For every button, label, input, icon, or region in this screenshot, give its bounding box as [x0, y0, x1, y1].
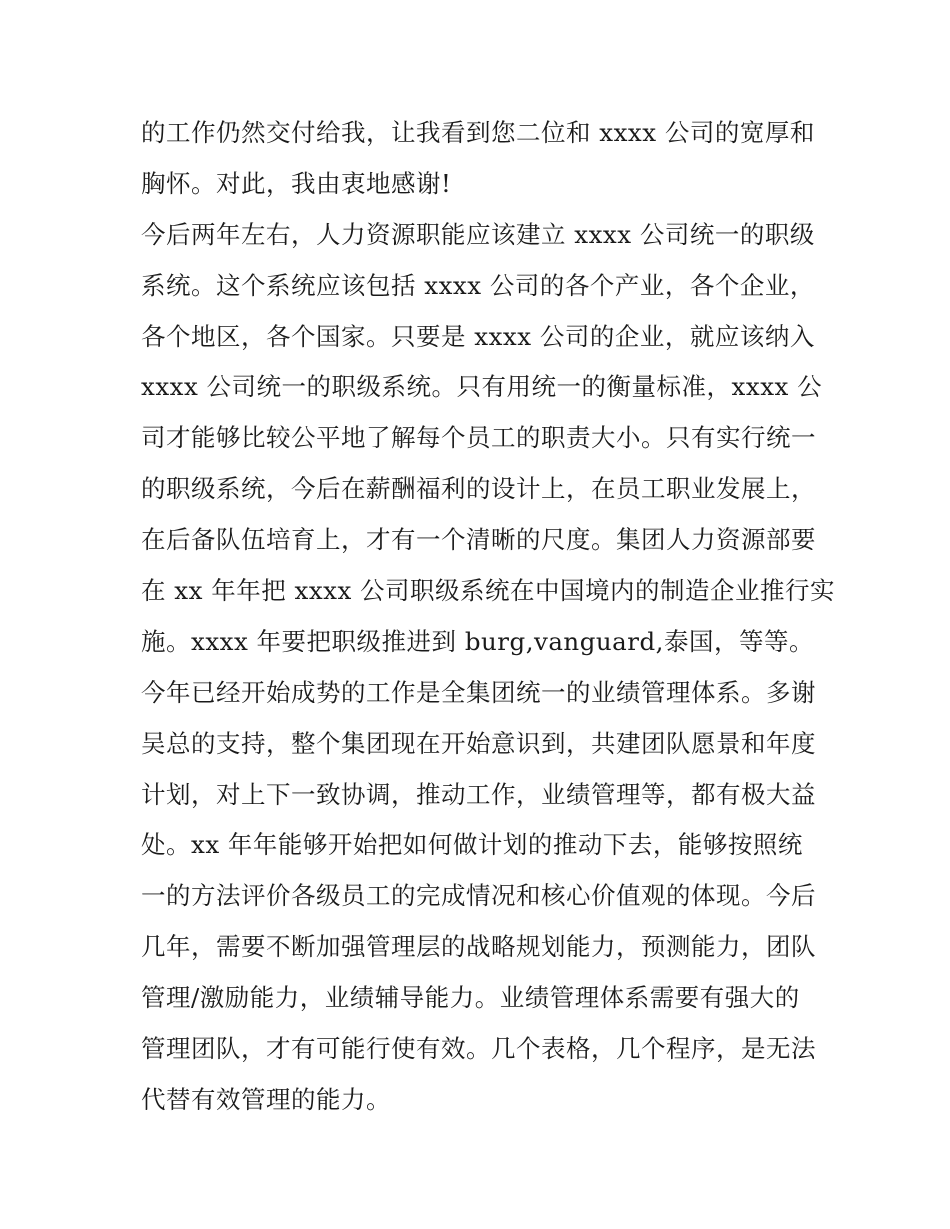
- text-line: 各个地区，各个国家。只要是 xxxx 公司的企业，就应该纳入: [141, 321, 815, 351]
- text-line: 一的方法评价各级员工的完成情况和核心价值观的体现。今后: [141, 881, 816, 911]
- text-line: 的工作仍然交付给我，让我看到您二位和 xxxx 公司的宽厚和: [141, 118, 815, 147]
- text-line: 今年已经开始成势的工作是全集团统一的业绩管理体系。多谢: [141, 677, 816, 707]
- text-line: 吴总的支持，整个集团现在开始意识到，共建团队愿景和年度: [141, 728, 816, 758]
- text-line: 几年，需要不断加强管理层的战略规划能力，预测能力，团队: [141, 932, 816, 962]
- text-line: 在后备队伍培育上，才有一个清晰的尺度。集团人力资源部要: [141, 525, 816, 555]
- text-line: 的职级系统，今后在薪酬福利的设计上，在员工职业发展上，: [141, 474, 816, 504]
- text-line: 胸怀。对此，我由衷地感谢!: [141, 168, 452, 198]
- text-line: xxxx 公司统一的职级系统。只有用统一的衡量标准，xxxx 公: [141, 372, 823, 402]
- text-line: 管理/激励能力，业绩辅导能力。业绩管理体系需要有强大的: [141, 983, 800, 1013]
- text-line: 计划，对上下一致协调，推动工作，业绩管理等，都有极大益: [141, 779, 816, 809]
- text-line: 系统。这个系统应该包括 xxxx 公司的各个产业，各个企业，: [141, 270, 815, 300]
- text-line: 施。xxxx 年要把职级推进到 burg,vanguard,泰国，等等。: [141, 626, 814, 656]
- text-line: 在 xx 年年把 xxxx 公司职级系统在中国境内的制造企业推行实: [141, 576, 836, 606]
- text-line: 代替有效管理的能力。: [141, 1084, 391, 1114]
- text-line: 今后两年左右，人力资源职能应该建立 xxxx 公司统一的职级: [141, 219, 815, 249]
- text-line: 管理团队，才有可能行使有效。几个表格，几个程序，是无法: [141, 1034, 816, 1064]
- text-line: 司才能够比较公平地了解每个员工的职责大小。只有实行统一: [141, 423, 816, 453]
- text-line: 处。xx 年年能够开始把如何做计划的推动下去，能够按照统: [141, 830, 803, 860]
